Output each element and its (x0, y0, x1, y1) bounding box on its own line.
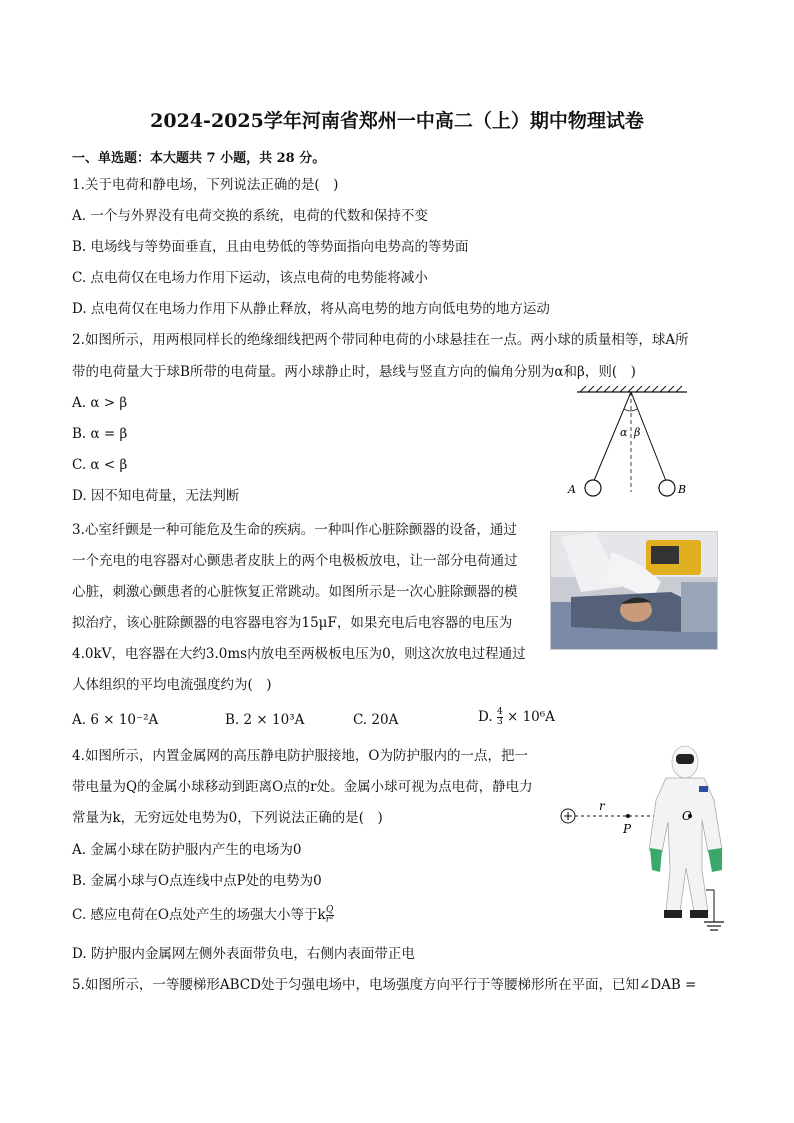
numerator: Q (325, 905, 334, 915)
question-stem: 4.如图所示，内置金属网的高压静电防护服接地，O为防护服内的一点，把一 (72, 748, 528, 764)
option-d-prefix: D. (478, 709, 493, 725)
defibrillator-photo (550, 531, 718, 650)
option-d: D. 因不知电荷量，无法判断 (72, 488, 240, 504)
option-b: B. 金属小球与O点连线中点P处的电势为0 (72, 873, 322, 889)
question-stem-cont: 常量为k，无穷远处电势为0，下列说法正确的是( ) (72, 810, 383, 826)
pendulum-figure (562, 382, 692, 502)
question-stem-cont: 4.0kV，电容器在大约3.0ms内放电至两极板电压为0，则这次放电过程通过 (72, 646, 526, 662)
section-heading: 一、单选题：本大题共 7 小题，共 28 分。 (72, 151, 326, 166)
question-5-stem: 5.如图所示，一等腰梯形ABCD处于匀强电场中，电场强度方向平行于等腰梯形所在平面，已知∠DAB = (72, 977, 697, 993)
option-c: C. α < β (72, 457, 128, 473)
question-stem-cont: 拟治疗，该心脏除颤器的电容器电容为15μF，如果充电后电容器的电压为 (72, 615, 513, 631)
o-label: O (682, 809, 692, 823)
option-a: A. 金属小球在防护服内产生的电场为0 (72, 842, 302, 858)
option-c: C. 20A (353, 712, 399, 728)
option-d (478, 707, 555, 727)
question-stem: 1.关于电荷和静电场，下列说法正确的是( ) (72, 177, 339, 193)
plus-sign: + (563, 809, 574, 823)
option-c (72, 905, 334, 925)
ball-b (659, 480, 675, 496)
denominator: 3 (496, 717, 503, 727)
question-stem-cont: 带电量为Q的金属小球移动到距离O点的r处。金属小球可视为点电荷，静电力 (72, 779, 533, 795)
page-title: 2024-2025学年河南省郑州一中高二（上）期中物理试卷 (150, 110, 644, 132)
option-b: B. 电场线与等势面垂直，且由电势低的等势面指向电势高的等势面 (72, 239, 469, 255)
option-c-text: C. 感应电荷在O点处产生的场强大小等于k (72, 907, 326, 923)
question-stem-cont: 人体组织的平均电流强度约为( ) (72, 677, 272, 693)
option-a: A. 6 × 10⁻²A (72, 712, 159, 728)
alpha-label: α (620, 426, 628, 439)
option-d-suffix: × 10⁶A (506, 709, 555, 725)
r-label: r (599, 799, 605, 813)
option-b: B. α = β (72, 426, 128, 442)
beta-label: β (634, 426, 641, 439)
p-label: P (623, 822, 632, 836)
question-stem: 2.如图所示，用两根同样长的绝缘细线把两个带同种电荷的小球悬挂在一点。两小球的质量相等，球A所 (72, 332, 689, 348)
label-a: A (568, 483, 576, 496)
question-stem: 3.心室纤颤是一种可能危及生命的疾病。一种叫作心脏除颤器的设备，通过 (72, 522, 517, 538)
option-c: C. 点电荷仅在电场力作用下运动，该点电荷的电势能将减小 (72, 270, 428, 286)
option-d: D. 防护服内金属网左侧外表面带负电，右侧内表面带正电 (72, 946, 415, 962)
numerator: 4 (496, 707, 503, 717)
option-d: D. 点电荷仅在电场力作用下从静止释放，将从高电势的地方向低电势的地方运动 (72, 301, 550, 317)
fraction (497, 708, 503, 727)
fraction (326, 906, 334, 925)
question-stem-cont: 心脏，刺激心颤患者的心脏恢复正常跳动。如图所示是一次心脏除颤器的模 (72, 584, 518, 600)
option-b: B. 2 × 10³A (225, 712, 305, 728)
ball-a (585, 480, 601, 496)
question-stem-cont: 一个充电的电容器对心颤患者皮肤上的两个电极板放电，让一部分电荷通过 (72, 553, 518, 569)
protective-suit-figure (556, 740, 736, 950)
option-a: A. α > β (72, 395, 128, 411)
question-stem-cont: 带的电荷量大于球B所带的电荷量。两小球静止时，悬线与竖直方向的偏角分别为α和β，则( ) (72, 364, 636, 380)
option-a: A. 一个与外界没有电荷交换的系统，电荷的代数和保持不变 (72, 208, 428, 224)
label-b: B (678, 483, 687, 496)
denominator: r² (325, 915, 334, 925)
